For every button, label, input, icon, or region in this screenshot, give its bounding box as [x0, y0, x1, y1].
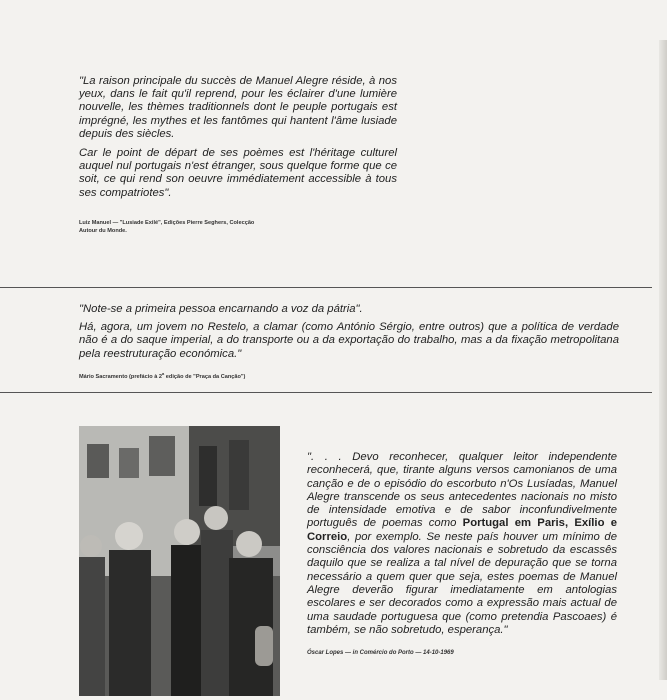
- quote-text: ". . . Devo reconhecer, qualquer leitor independente reconhecerá, que, tirante alguns versos camonianos de uma canção e de o episódio do escorbuto n'Os Lusíadas, Manuel Alegre transcende os seus antecedentes nacionais no misto de intensidade emotiva e de sabor inconfundivelmente português de poemas como: [307, 451, 617, 530]
- quote-paragraph: Há, agora, um jovem no Restelo, a clamar (como António Sérgio, entre outros) que a política de verdade não é a do saque imperial, a do transporte ou a da exportação do trabalho, mas a da fixação metropolitana pela reestruturação económica.": [79, 321, 619, 360]
- page-edge: [659, 40, 667, 680]
- source-superscript: a: [162, 370, 165, 376]
- quote-source: Óscar Lopes — in Comércio do Porto — 14-10-1969: [307, 650, 454, 657]
- quote-source: [79, 370, 619, 381]
- quote-section-french: [79, 75, 397, 235]
- quote-paragraph: "La raison principale du succès de Manuel Alegre réside, à nos yeux, dans le fait qu'il reprend, pour les éclairer d'une lumière nouvelle, les thèmes traditionnels dont le peuple portugais est imprégné, les mythes et les fantômes qui hantent l'âme lusiade depuis des siècles.: [79, 75, 397, 140]
- section-divider: [0, 287, 652, 288]
- quote-source: Luiz Manuel — "Lusiade Exilé", Edições Pierre Seghers, Colecção Autour du Monde.: [79, 219, 255, 234]
- source-text: Mário Sacramento (prefácio à 2: [79, 373, 163, 380]
- quote-paragraph: [307, 451, 617, 637]
- source-text: edição de "Praça da Canção"): [164, 373, 246, 380]
- quote-paragraph: "Note-se a primeira pessoa encarnando a voz da pátria".: [79, 303, 363, 315]
- quote-text: , por exemplo. Se neste país houver um mínimo de consciência dos valores nacionais e sobretudo da escassês daquilo que se realiza a tal nível de depuração que se torna necessário a quem quer que seja, estes poemas de Manuel Alegre deverão figurar imediatamente em antologias escolares e ser decorados como a expressão mais actual de uma saudade portuguesa que (como pretendia Pascoaes) é também, se não sobretudo, esperança.": [307, 530, 617, 636]
- crowd-photo: [79, 426, 280, 696]
- quote-paragraph: Car le point de départ de ses poèmes est l'héritage culturel auquel nul portugais n'est étranger, sous quelque forme que ce soit, ce qui rend son oeuvre immédiatement accessible à tous ses compatriotes".: [79, 147, 397, 199]
- section-divider: [0, 392, 652, 393]
- quote-section-sacramento: [79, 303, 619, 381]
- quote-section-lopes: [307, 451, 617, 657]
- poem-titles: Portugal em Paris, Exílio e Correio: [307, 517, 618, 543]
